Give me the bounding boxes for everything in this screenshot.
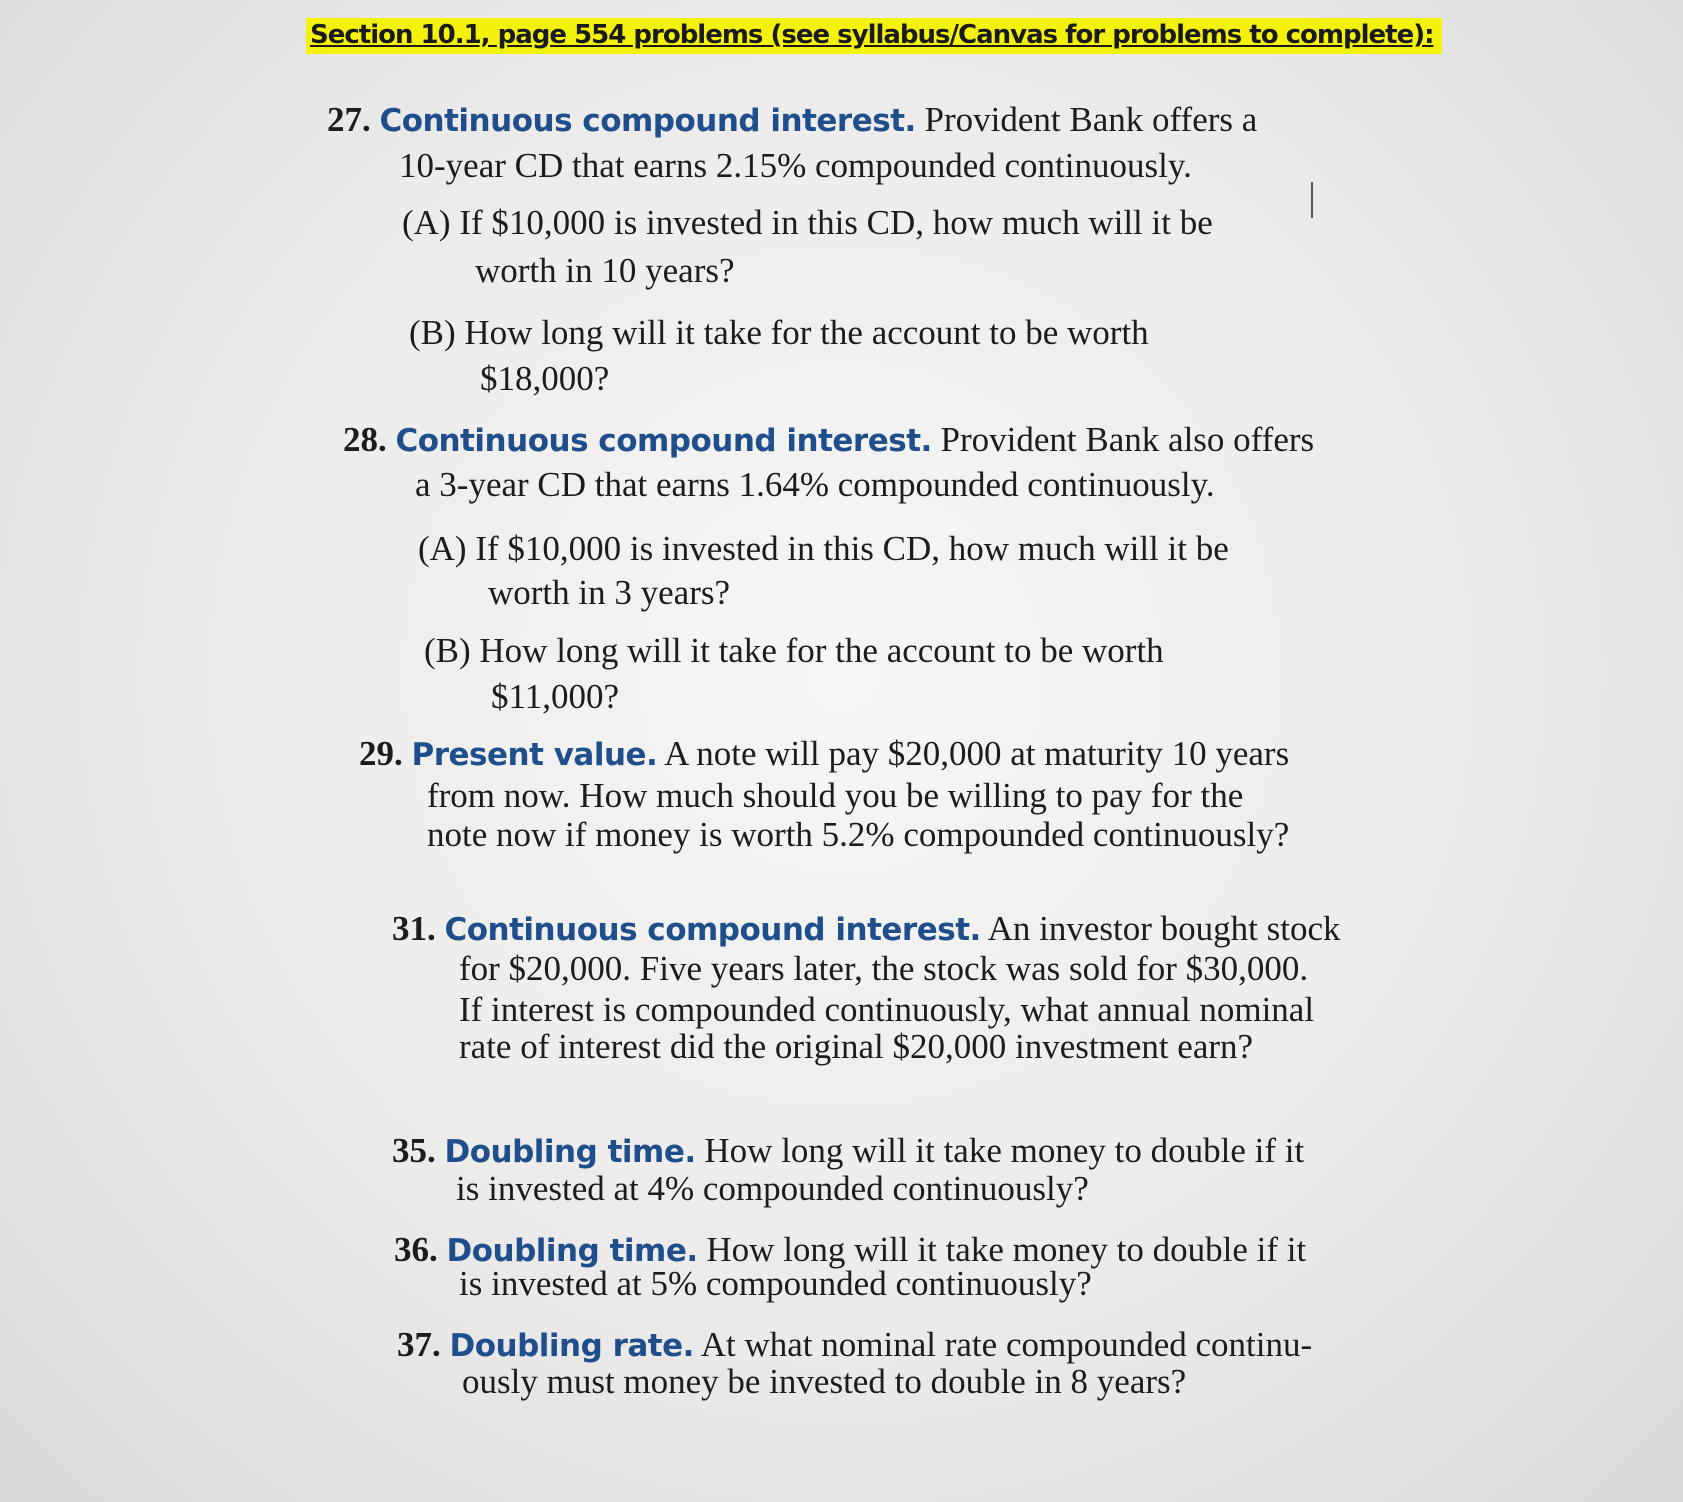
- problem-heading: Doubling time.: [444, 1134, 696, 1170]
- problem-heading: Doubling time.: [446, 1233, 698, 1269]
- part-text: worth in 10 years?: [475, 251, 735, 290]
- section-header: Section 10.1, page 554 problems (see syllabus/Canvas for problems to complete):: [306, 18, 1442, 54]
- problem-text: At what nominal rate compounded continu-: [700, 1325, 1313, 1364]
- problem-heading: Continuous compound interest.: [395, 423, 932, 459]
- problem-text: Provident Bank also offers: [940, 420, 1315, 459]
- problem-text: A note will pay $20,000 at maturity 10 years: [664, 734, 1290, 773]
- problem-text: 10-year CD that earns 2.15% compounded continuously.: [399, 146, 1192, 185]
- part-text: How long will it take for the account to be worth: [464, 313, 1149, 352]
- problem-number: 27.: [327, 100, 371, 139]
- problem-heading: Present value.: [411, 737, 658, 773]
- cursor-mark: [1311, 182, 1313, 218]
- problem-text: How long will it take money to double if it: [704, 1131, 1305, 1170]
- part-text: If $10,000 is invested in this CD, how much will it be: [475, 529, 1229, 568]
- problem-text: is invested at 5% compounded continuously?: [459, 1264, 1092, 1303]
- problem-text: from now. How much should you be willing to pay for the: [427, 776, 1244, 815]
- problem-heading: Continuous compound interest.: [444, 912, 981, 948]
- problem-number: 37.: [397, 1325, 441, 1364]
- part-text: $18,000?: [480, 359, 610, 398]
- problem-number: 35.: [392, 1131, 436, 1170]
- problem-number: 31.: [392, 909, 436, 948]
- part-label: (B): [424, 631, 471, 670]
- part-text: If $10,000 is invested in this CD, how much will it be: [459, 203, 1213, 242]
- problem-text: If interest is compounded continuously, what annual nominal: [459, 990, 1315, 1029]
- problem-heading: Doubling rate.: [449, 1328, 694, 1364]
- problem-text: An investor bought stock: [987, 909, 1341, 948]
- problem-text: How long will it take money to double if it: [706, 1230, 1307, 1269]
- problem-text: note now if money is worth 5.2% compounded continuously?: [427, 815, 1290, 854]
- problem-heading: Continuous compound interest.: [379, 103, 916, 139]
- problem-number: 29.: [359, 734, 403, 773]
- problem-text: rate of interest did the original $20,000 investment earn?: [459, 1027, 1254, 1066]
- problem-text: is invested at 4% compounded continuously?: [456, 1169, 1089, 1208]
- problem-text: Provident Bank offers a: [924, 100, 1258, 139]
- problem-text: ously must money be invested to double in 8 years?: [462, 1362, 1187, 1401]
- problem-text: for $20,000. Five years later, the stock was sold for $30,000.: [459, 949, 1309, 988]
- problem-number: 36.: [394, 1230, 438, 1269]
- part-text: How long will it take for the account to be worth: [479, 631, 1164, 670]
- problem-text: a 3-year CD that earns 1.64% compounded continuously.: [415, 465, 1215, 504]
- problem-number: 28.: [343, 420, 387, 459]
- part-text: $11,000?: [491, 677, 619, 716]
- part-text: worth in 3 years?: [488, 573, 731, 612]
- part-label: (A): [418, 529, 467, 568]
- part-label: (A): [402, 203, 451, 242]
- part-label: (B): [409, 313, 456, 352]
